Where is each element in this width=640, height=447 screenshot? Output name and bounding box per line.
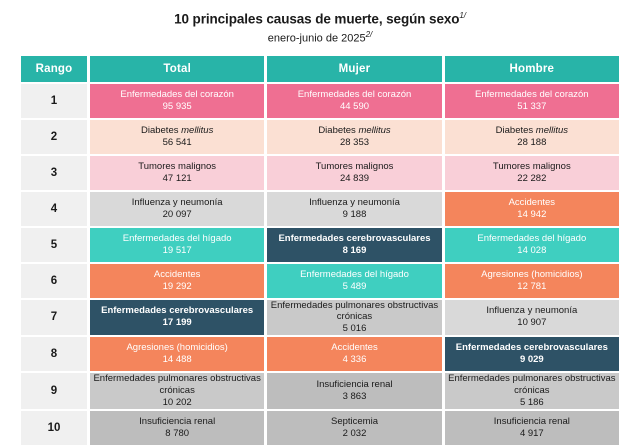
rank-cell: 10 xyxy=(21,411,87,445)
table-row xyxy=(21,300,619,336)
table-row xyxy=(21,84,619,118)
cause-value: 51 337 xyxy=(517,100,547,112)
cause-name: Enfermedades pulmonares obstructivas crónicas xyxy=(448,373,616,397)
cause-name: Tumores malignos xyxy=(315,160,394,172)
cause-name: Diabetes mellitus xyxy=(318,124,391,136)
cause-value: 28 188 xyxy=(517,136,547,148)
cause-name: Influenza y neumonía xyxy=(131,196,223,208)
cause-value: 20 097 xyxy=(162,208,192,220)
rank-cell: 1 xyxy=(21,84,87,118)
cause-cell-total xyxy=(90,337,264,371)
table-row xyxy=(21,373,619,409)
rank-cell: 6 xyxy=(21,264,87,298)
cause-value: 10 907 xyxy=(517,317,547,329)
cause-value: 44 590 xyxy=(339,100,370,112)
cause-cell-mujer xyxy=(267,337,441,371)
cause-value: 24 839 xyxy=(339,172,370,184)
cause-cell-mujer xyxy=(267,156,441,190)
table-body xyxy=(21,84,619,445)
cause-name: Enfermedades del corazón xyxy=(120,88,234,100)
cause-name: Insuficiencia renal xyxy=(139,415,216,427)
page-title xyxy=(18,11,622,28)
cause-value: 56 541 xyxy=(162,136,192,148)
rank-cell: 2 xyxy=(21,120,87,154)
cause-value: 12 781 xyxy=(517,280,547,292)
cause-name: Accidentes xyxy=(508,196,556,208)
cause-cell-hombre xyxy=(445,228,619,262)
column-header-hombre: Hombre xyxy=(445,56,619,82)
cause-cell-total xyxy=(90,192,264,226)
cause-value: 47 121 xyxy=(162,172,192,184)
cause-name: Enfermedades del hígado xyxy=(300,268,409,280)
table-header-row xyxy=(21,56,619,82)
rank-cell: 3 xyxy=(21,156,87,190)
table-row xyxy=(21,120,619,154)
cause-cell-total xyxy=(90,411,264,445)
cause-name: Diabetes mellitus xyxy=(495,124,568,136)
cause-cell-mujer xyxy=(267,373,441,409)
cause-value: 9 029 xyxy=(519,354,544,366)
cause-cell-hombre xyxy=(445,337,619,371)
rank-cell: 8 xyxy=(21,337,87,371)
cause-name: Insuficiencia renal xyxy=(493,415,570,427)
cause-cell-mujer xyxy=(267,228,441,262)
cause-name: Enfermedades cerebrovasculares xyxy=(455,342,608,354)
cause-cell-mujer xyxy=(267,264,441,298)
cause-cell-mujer xyxy=(267,84,441,118)
column-header-total: Total xyxy=(90,56,264,82)
page-subtitle-footnote-marker: 2/ xyxy=(365,29,373,39)
cause-cell-hombre xyxy=(445,411,619,445)
cause-value: 10 202 xyxy=(162,396,192,408)
cause-cell-total xyxy=(90,120,264,154)
cause-value: 19 517 xyxy=(162,244,192,256)
cause-value: 19 292 xyxy=(162,280,192,292)
column-header-mujer: Mujer xyxy=(267,56,441,82)
cause-value: 2 032 xyxy=(342,427,367,439)
cause-name: Enfermedades cerebrovasculares xyxy=(278,232,431,244)
rank-cell: 7 xyxy=(21,300,87,336)
cause-name: Influenza y neumonía xyxy=(486,305,578,317)
cause-cell-hombre xyxy=(445,300,619,336)
cause-value: 14 028 xyxy=(517,244,547,256)
rank-cell: 4 xyxy=(21,192,87,226)
cause-value: 4 336 xyxy=(342,354,367,366)
cause-value: 5 186 xyxy=(519,396,544,408)
page-subtitle-text: enero-junio de 2025 xyxy=(267,32,366,45)
column-header-rango: Rango xyxy=(21,56,87,82)
cause-cell-hombre xyxy=(445,373,619,409)
cause-value: 5 016 xyxy=(342,323,367,335)
cause-cell-mujer xyxy=(267,411,441,445)
cause-name: Influenza y neumonía xyxy=(309,196,400,208)
cause-cell-total xyxy=(90,373,264,409)
rank-cell: 9 xyxy=(21,373,87,409)
cause-value: 14 488 xyxy=(162,354,192,366)
cause-name: Enfermedades pulmonares obstructivas crónicas xyxy=(93,373,261,397)
cause-value: 9 188 xyxy=(342,208,367,220)
cause-value: 17 199 xyxy=(162,317,192,329)
cause-cell-hombre xyxy=(445,192,619,226)
cause-name: Accidentes xyxy=(331,342,378,354)
table-row xyxy=(21,411,619,445)
page-title-text: 10 principales causas de muerte, según sexo xyxy=(174,11,460,27)
cause-name: Diabetes mellitus xyxy=(140,124,214,136)
cause-name: Insuficiencia renal xyxy=(316,379,393,391)
cause-cell-mujer xyxy=(267,120,441,154)
cause-value: 8 169 xyxy=(342,244,367,256)
cause-value: 5 489 xyxy=(342,280,367,292)
cause-value: 22 282 xyxy=(517,172,547,184)
cause-name: Enfermedades del corazón xyxy=(475,88,589,100)
cause-name: Septicemia xyxy=(330,415,378,427)
cause-cell-hombre xyxy=(445,84,619,118)
cause-name: Enfermedades del hígado xyxy=(122,232,232,244)
cause-value: 28 353 xyxy=(339,136,370,148)
cause-name: Agresiones (homicidios) xyxy=(126,342,228,354)
cause-cell-total xyxy=(90,84,264,118)
table-header xyxy=(21,56,619,82)
cause-value: 14 942 xyxy=(517,208,547,220)
cause-cell-total xyxy=(90,228,264,262)
page-title-footnote-marker: 1/ xyxy=(459,11,466,20)
cause-name: Enfermedades del hígado xyxy=(477,232,587,244)
cause-cell-hombre xyxy=(445,120,619,154)
cause-cell-mujer xyxy=(267,192,441,226)
table-row xyxy=(21,156,619,190)
cause-cell-hombre xyxy=(445,156,619,190)
cause-cell-total xyxy=(90,300,264,336)
table-row xyxy=(21,337,619,371)
cause-cell-total xyxy=(90,156,264,190)
cause-value: 8 780 xyxy=(165,427,190,439)
table-row xyxy=(21,192,619,226)
cause-value: 4 917 xyxy=(519,427,544,439)
cause-value: 95 935 xyxy=(162,100,192,112)
cause-cell-mujer xyxy=(267,300,441,336)
table-row xyxy=(21,228,619,262)
rank-cell: 5 xyxy=(21,228,87,262)
cause-name: Tumores malignos xyxy=(138,160,217,172)
causes-of-death-table xyxy=(18,54,622,447)
cause-cell-total xyxy=(90,264,264,298)
cause-value: 3 863 xyxy=(342,390,367,402)
cause-name: Enfermedades pulmonares obstructivas crónicas xyxy=(270,299,439,323)
cause-cell-hombre xyxy=(445,264,619,298)
cause-name: Tumores malignos xyxy=(492,160,571,172)
cause-name: Enfermedades cerebrovasculares xyxy=(101,305,254,317)
cause-name: Agresiones (homicidios) xyxy=(481,268,583,280)
cause-name: Accidentes xyxy=(153,268,201,280)
table-row xyxy=(21,264,619,298)
cause-name: Enfermedades del corazón xyxy=(297,88,412,100)
page-subtitle xyxy=(18,30,622,46)
